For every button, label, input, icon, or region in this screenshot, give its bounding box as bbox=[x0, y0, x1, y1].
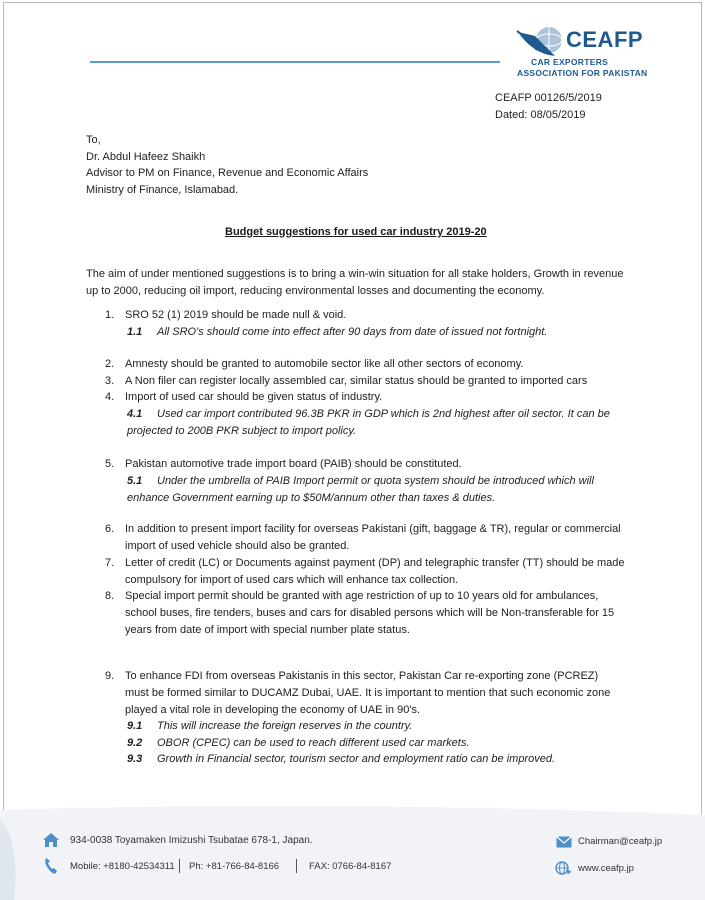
recipient-organization: Ministry of Finance, Islamabad. bbox=[86, 184, 239, 196]
salutation: To, bbox=[86, 134, 101, 146]
recipient-name: Dr. Abdul Hafeez Shaikh bbox=[86, 151, 206, 163]
logo-name: CEAFP bbox=[566, 27, 644, 52]
email-icon bbox=[556, 836, 572, 848]
subject-heading: Budget suggestions for used car industry 2019-20 bbox=[225, 226, 487, 238]
web-icon bbox=[555, 861, 573, 875]
footer-fax: FAX: 0766-84-8167 bbox=[309, 861, 392, 872]
item-text: Special import permit should be granted with age restriction of up to 10 years old for ambulances, school buses, fire tenders, buses and cars for disabled persons which will be Non-transferable for 15 years from date of import with special number plate status. bbox=[125, 590, 615, 636]
item-number: 9. bbox=[105, 670, 115, 682]
intro-paragraph: The aim of under mentioned suggestions is to bring a win-win situation for all stake holders, Growth in revenue up to 2000, reducing oil import, reducing environmental losses and documenting the economy. bbox=[86, 268, 624, 297]
sub-item-number: 1.1 bbox=[127, 326, 143, 338]
header-divider bbox=[90, 61, 500, 63]
sub-item-number: 9.3 bbox=[127, 753, 143, 765]
sub-item-text: Used car import contributed 96.3B PKR in GDP which is 2nd highest after oil sector. It can be projected to 200B PKR subject to import policy. bbox=[127, 408, 610, 437]
footer-separator bbox=[179, 859, 180, 873]
recipient-title: Advisor to PM on Finance, Revenue and Economic Affairs bbox=[86, 167, 369, 179]
logo-subtitle-1: CAR EXPORTERS bbox=[531, 57, 609, 67]
item-number: 3. bbox=[105, 375, 115, 387]
footer-address: 934-0038 Toyamaken Imizushi Tsubatae 678-1, Japan. bbox=[70, 835, 313, 846]
item-number: 2. bbox=[105, 358, 115, 370]
item-number: 5. bbox=[105, 458, 115, 470]
footer-separator bbox=[296, 859, 297, 873]
item-number: 7. bbox=[105, 557, 115, 569]
sub-item-number: 9.1 bbox=[127, 720, 143, 732]
sub-item-text: OBOR (CPEC) can be used to reach different used car markets. bbox=[157, 737, 470, 749]
sub-item-number: 9.2 bbox=[127, 737, 143, 749]
sub-item-text: This will increase the foreign reserves in the country. bbox=[157, 720, 413, 732]
document-date: Dated: 08/05/2019 bbox=[495, 109, 586, 121]
item-text: To enhance FDI from overseas Pakistanis in this sector, Pakistan Car re-exporting zone (PCREZ) must be formed similar to DUCAMZ Dubai, UAE. It is important to mention that such economic zone played a vital role in developing the economy of UAE in 90's. bbox=[125, 670, 611, 716]
footer-phone: Ph: +81-766-84-8166 bbox=[189, 861, 280, 872]
item-text: In addition to present import facility for overseas Pakistani (gift, baggage & TR), regular or commercial import of used vehicle should also be granted. bbox=[125, 523, 621, 552]
item-number: 1. bbox=[105, 309, 115, 321]
logo-subtitle-2: ASSOCIATION FOR PAKISTAN bbox=[517, 68, 648, 78]
sub-item-number: 5.1 bbox=[127, 475, 143, 487]
item-number: 6. bbox=[105, 523, 115, 535]
sub-item-text: Under the umbrella of PAIB Import permit or quota system should be introduced which will enhance Government earning up to $50M/annum other than taxes & duties. bbox=[127, 475, 594, 504]
sub-item-number: 4.1 bbox=[127, 408, 143, 420]
sub-item-text: Growth in Financial sector, tourism sector and employment ratio can be improved. bbox=[157, 753, 556, 765]
footer-website[interactable]: www.ceafp.jp bbox=[578, 863, 634, 874]
item-text: Amnesty should be granted to automobile sector like all other sectors of economy. bbox=[125, 358, 524, 370]
item-text: Letter of credit (LC) or Documents against payment (DP) and telegraphic transfer (TT) should be made compulsory for import of used cars which will enhance tax collection. bbox=[125, 557, 625, 586]
item-number: 4. bbox=[105, 391, 115, 403]
footer-mobile: Mobile: +8180-42534311 bbox=[70, 861, 175, 872]
home-icon bbox=[42, 832, 60, 848]
item-text: Import of used car should be given status of industry. bbox=[125, 391, 383, 403]
footer-email[interactable]: Chairman@ceafp.jp bbox=[578, 836, 663, 847]
item-text: Pakistan automotive trade import board (PAIB) should be constituted. bbox=[125, 458, 462, 470]
item-text: A Non filer can register locally assembled car, similar status should be granted to imported cars bbox=[125, 375, 588, 387]
item-text: SRO 52 (1) 2019 should be made null & void. bbox=[125, 309, 347, 321]
item-number: 8. bbox=[105, 590, 115, 602]
sub-item-text: All SRO's should come into effect after 90 days from date of issued not fortnight. bbox=[157, 326, 548, 338]
phone-icon bbox=[44, 857, 58, 875]
reference-number: CEAFP 00126/5/2019 bbox=[495, 92, 602, 104]
